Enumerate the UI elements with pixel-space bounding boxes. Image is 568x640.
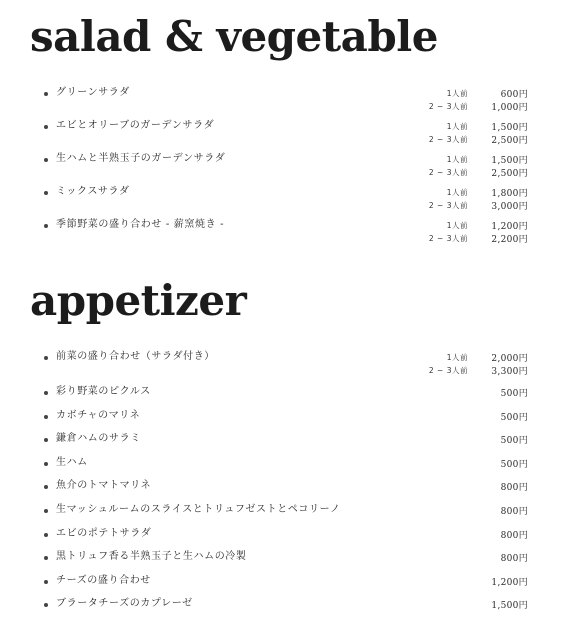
bullet-dot xyxy=(44,391,48,395)
menu-item xyxy=(0,503,568,527)
item-name: 生ハム xyxy=(56,456,88,468)
price-value: 1,500円 xyxy=(491,156,528,166)
menu-item xyxy=(0,597,568,621)
item-name: 鎌倉ハムのサラミ xyxy=(56,433,141,445)
price-value: 1,200円 xyxy=(491,222,528,232)
portion-label: 2 ~ 3人前 xyxy=(428,168,468,177)
bullet-dot xyxy=(44,603,48,607)
price-value: 800円 xyxy=(500,483,528,494)
menu-item xyxy=(0,385,568,409)
menu-item xyxy=(0,409,568,433)
price-value: 2,500円 xyxy=(491,169,528,179)
menu-item xyxy=(0,432,568,456)
price-value: 1,800円 xyxy=(491,189,528,199)
price-row xyxy=(408,551,528,564)
salad-item-list xyxy=(0,86,568,251)
item-name: グリーンサラダ xyxy=(56,87,130,98)
bullet-dot xyxy=(44,92,48,96)
section-title-appetizer: appetizer xyxy=(30,276,247,325)
bullet-dot xyxy=(44,356,48,360)
price-value: 1,200円 xyxy=(491,577,528,588)
price-row xyxy=(408,598,528,611)
price-value: 2,200円 xyxy=(491,235,528,245)
price-row xyxy=(408,199,528,212)
price-row xyxy=(408,364,528,377)
portion-label: 1人前 xyxy=(446,188,468,197)
price-value: 800円 xyxy=(500,530,528,541)
bullet-dot xyxy=(44,224,48,228)
menu-item xyxy=(0,550,568,574)
price-row xyxy=(408,457,528,470)
menu-item xyxy=(0,86,568,119)
bullet-dot xyxy=(44,462,48,466)
menu-item xyxy=(0,456,568,480)
item-name: 生マッシュルームのスライスとトリュフゼストとペコリーノ xyxy=(56,503,341,515)
item-name: 魚介のトマトマリネ xyxy=(56,480,152,492)
price-row xyxy=(408,186,528,199)
price-row xyxy=(408,480,528,493)
price-row xyxy=(408,166,528,179)
bullet-dot xyxy=(44,415,48,419)
price-value: 600円 xyxy=(500,90,528,100)
price-value: 3,300円 xyxy=(491,367,528,377)
item-name: ブラータチーズのカプレーゼ xyxy=(56,598,193,610)
price-value: 500円 xyxy=(500,436,528,447)
item-name: カボチャのマリネ xyxy=(56,409,141,421)
bullet-dot xyxy=(44,191,48,195)
price-value: 1,500円 xyxy=(491,123,528,133)
price-value: 2,500円 xyxy=(491,136,528,146)
bullet-dot xyxy=(44,533,48,537)
bullet-dot xyxy=(44,580,48,584)
menu-item xyxy=(0,574,568,598)
bullet-dot xyxy=(44,485,48,489)
portion-label: 2 ~ 3人前 xyxy=(428,102,468,111)
price-row xyxy=(408,433,528,446)
price-value: 500円 xyxy=(500,412,528,423)
portion-label: 1人前 xyxy=(446,221,468,230)
price-row xyxy=(408,219,528,232)
price-row xyxy=(408,133,528,146)
price-value: 1,000円 xyxy=(491,103,528,113)
bullet-dot xyxy=(44,158,48,162)
item-name: エビのポテトサラダ xyxy=(56,527,152,539)
item-name: チーズの盛り合わせ xyxy=(56,574,151,586)
bullet-dot xyxy=(44,125,48,129)
price-row xyxy=(408,87,528,100)
price-value: 500円 xyxy=(500,389,528,399)
menu-item xyxy=(0,152,568,185)
price-value: 3,000円 xyxy=(491,202,528,212)
menu-item xyxy=(0,185,568,218)
price-row xyxy=(408,100,528,113)
portion-label: 2 ~ 3人前 xyxy=(428,234,468,243)
portion-label: 2 ~ 3人前 xyxy=(428,366,468,375)
menu-item xyxy=(0,479,568,503)
price-row xyxy=(408,386,528,399)
price-value: 2,000円 xyxy=(491,354,528,364)
price-row xyxy=(408,528,528,541)
menu-item xyxy=(0,527,568,551)
menu-item xyxy=(0,218,568,251)
price-value: 1,500円 xyxy=(491,601,528,612)
price-row xyxy=(408,351,528,364)
price-value: 800円 xyxy=(500,554,528,565)
price-row xyxy=(408,410,528,423)
item-name: ミックスサラダ xyxy=(56,186,130,197)
price-value: 500円 xyxy=(500,459,528,470)
bullet-dot xyxy=(44,556,48,560)
item-name: 生ハムと半熟玉子のガーデンサラダ xyxy=(56,153,226,164)
item-name: エビとオリーブのガーデンサラダ xyxy=(56,120,215,131)
price-row xyxy=(408,504,528,517)
price-value: 800円 xyxy=(500,506,528,517)
item-name: 前菜の盛り合わせ（サラダ付き） xyxy=(56,351,215,362)
section-title-salad: salad & vegetable xyxy=(30,12,438,61)
portion-label: 1人前 xyxy=(446,353,468,362)
bullet-dot xyxy=(44,438,48,442)
price-row xyxy=(408,575,528,588)
menu-item xyxy=(0,350,568,385)
portion-label: 2 ~ 3人前 xyxy=(428,201,468,210)
item-name: 彩り野菜のピクルス xyxy=(56,386,151,397)
portion-label: 1人前 xyxy=(446,122,468,131)
menu-item xyxy=(0,119,568,152)
portion-label: 1人前 xyxy=(446,155,468,164)
price-row xyxy=(408,153,528,166)
price-row xyxy=(408,232,528,245)
price-row xyxy=(408,120,528,133)
bullet-dot xyxy=(44,509,48,513)
item-name: 黒トリュフ香る半熟玉子と生ハムの冷製 xyxy=(56,551,247,563)
item-name: 季節野菜の盛り合わせ - 薪窯焼き - xyxy=(56,219,225,230)
appetizer-item-list xyxy=(0,350,568,621)
portion-label: 2 ~ 3人前 xyxy=(428,135,468,144)
portion-label: 1人前 xyxy=(446,89,468,98)
